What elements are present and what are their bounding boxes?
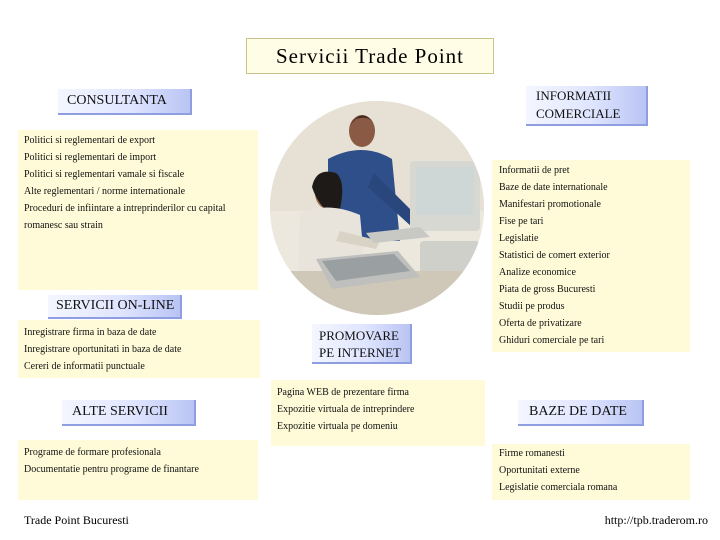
consultanta-header[interactable] [58, 89, 192, 115]
page-title-text: Servicii Trade Point [275, 43, 464, 68]
promovare-list [277, 384, 414, 435]
footer-url-link[interactable]: http://tpb.traderom.ro [604, 513, 708, 527]
list-item[interactable]: Firme romanesti [499, 448, 565, 459]
list-item[interactable]: Pagina WEB de prezentare firma [277, 387, 409, 398]
alte-servicii-list [24, 444, 199, 478]
list-item[interactable]: Politici si reglementari de export [24, 135, 156, 146]
baze-de-date-header[interactable] [518, 400, 644, 426]
informatii-header-line2: COMERCIALE [536, 106, 621, 121]
list-item[interactable]: Ghiduri comerciale pe tari [499, 335, 605, 346]
informatii-header-line1: INFORMATII [536, 88, 612, 103]
list-item[interactable]: Baze de date internationale [499, 182, 608, 193]
list-item[interactable]: Analize economice [499, 267, 576, 278]
footer-left: Trade Point Bucuresti [24, 513, 129, 527]
list-item[interactable]: Piata de gross Bucuresti [499, 284, 596, 295]
alte-servicii-header-label: ALTE SERVICII [72, 404, 168, 419]
list-item[interactable]: Politici si reglementari de import [24, 152, 157, 163]
list-item[interactable]: Informatii de pret [499, 165, 570, 176]
list-item[interactable]: Fise pe tari [499, 216, 544, 227]
baze-de-date-list [499, 445, 617, 496]
list-item[interactable]: Inregistrare firma in baza de date [24, 327, 157, 338]
list-item[interactable]: Inregistrare oportunitati in baza de date [24, 344, 182, 355]
list-item[interactable]: Expozitie virtuala de intreprindere [277, 404, 415, 415]
list-item[interactable]: Politici si reglementari vamale si fiscale [24, 169, 185, 180]
office-photo [270, 101, 484, 315]
office-photo-illustration [270, 101, 484, 315]
list-item[interactable]: romanesc sau strain [24, 220, 103, 231]
list-item[interactable]: Documentatie pentru programe de finantare [24, 464, 199, 475]
consultanta-header-label: CONSULTANTA [67, 93, 167, 108]
consultanta-list [24, 132, 226, 234]
list-item[interactable]: Alte reglementari / norme internationale [24, 186, 186, 197]
list-item[interactable]: Cereri de informatii punctuale [24, 361, 145, 372]
list-item[interactable]: Programe de formare profesionala [24, 447, 161, 458]
servicii-online-header[interactable] [48, 295, 182, 319]
servicii-online-header-label: SERVICII ON-LINE [56, 298, 175, 313]
informatii-list [499, 162, 610, 349]
baze-de-date-header-label: BAZE DE DATE [529, 404, 627, 419]
list-item[interactable]: Oferta de privatizare [499, 318, 582, 329]
list-item[interactable]: Manifestari promotionale [499, 199, 601, 210]
informatii-header[interactable] [526, 86, 648, 126]
list-item[interactable]: Expozitie virtuala pe domeniu [277, 421, 398, 432]
promovare-header-line1: PROMOVARE [319, 328, 399, 343]
list-item[interactable]: Statistici de comert exterior [499, 250, 610, 261]
alte-servicii-header[interactable] [62, 400, 196, 426]
list-item[interactable]: Proceduri de infiintare a intreprinderilor cu capital [24, 203, 226, 214]
list-item[interactable]: Studii pe produs [499, 301, 565, 312]
list-item[interactable]: Legislatie [499, 233, 539, 244]
page-title [246, 38, 494, 74]
promovare-header[interactable] [312, 324, 412, 364]
servicii-online-list [24, 324, 181, 375]
promovare-header-line2: PE INTERNET [319, 345, 401, 360]
list-item[interactable]: Legislatie comerciala romana [499, 482, 618, 493]
list-item[interactable]: Oportunitati externe [499, 465, 580, 476]
